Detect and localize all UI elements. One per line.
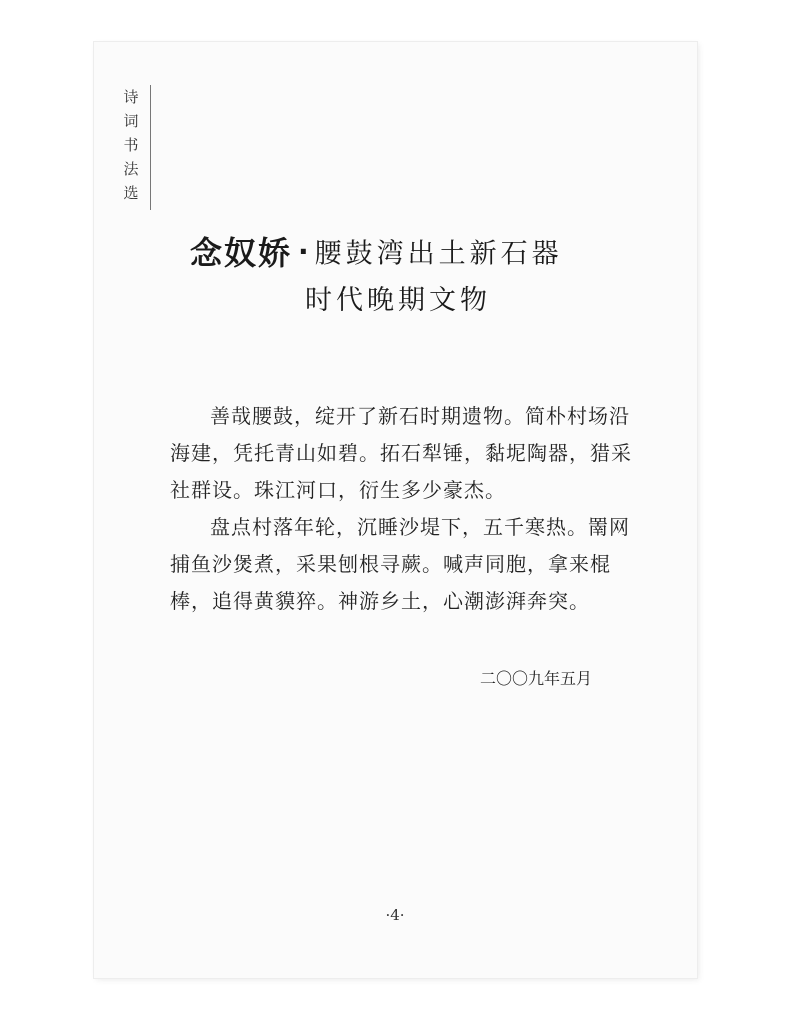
section-tab-char: 诗: [123, 88, 139, 106]
section-tab-char: 选: [123, 184, 139, 202]
poem-stanza-1: 善哉腰鼓，绽开了新石时期遗物。简朴村场沿海建，凭托青山如碧。拓石犁锤，黏坭陶器，猎采社群设。珠江河口，衍生多少豪杰。: [170, 404, 632, 502]
section-tab-char: 书: [123, 136, 139, 154]
poem-subtitle-line2: 时代晚期文物: [305, 285, 491, 316]
poem-subtitle-line1: 腰鼓湾出土新石器: [314, 238, 563, 270]
poem-title: [190, 228, 563, 274]
title-separator: ·: [298, 234, 309, 268]
poem-date: 二〇〇九年五月: [480, 669, 593, 688]
poem-title-main: 念奴娇: [190, 234, 293, 272]
poem-stanza-2: 盘点村落年轮，沉睡沙堤下，五千寒热。罱网捕鱼沙煲煮，采果刨根寻蕨。喊声同胞，拿来棍棒，追得黄貘猝。神游乡土，心潮澎湃奔突。: [170, 515, 630, 613]
section-tab-char: 法: [123, 160, 139, 178]
page-number: ·4·: [385, 906, 405, 924]
section-tab: [112, 85, 151, 210]
section-tab-char: 词: [123, 112, 139, 130]
poem-body: [170, 398, 640, 620]
